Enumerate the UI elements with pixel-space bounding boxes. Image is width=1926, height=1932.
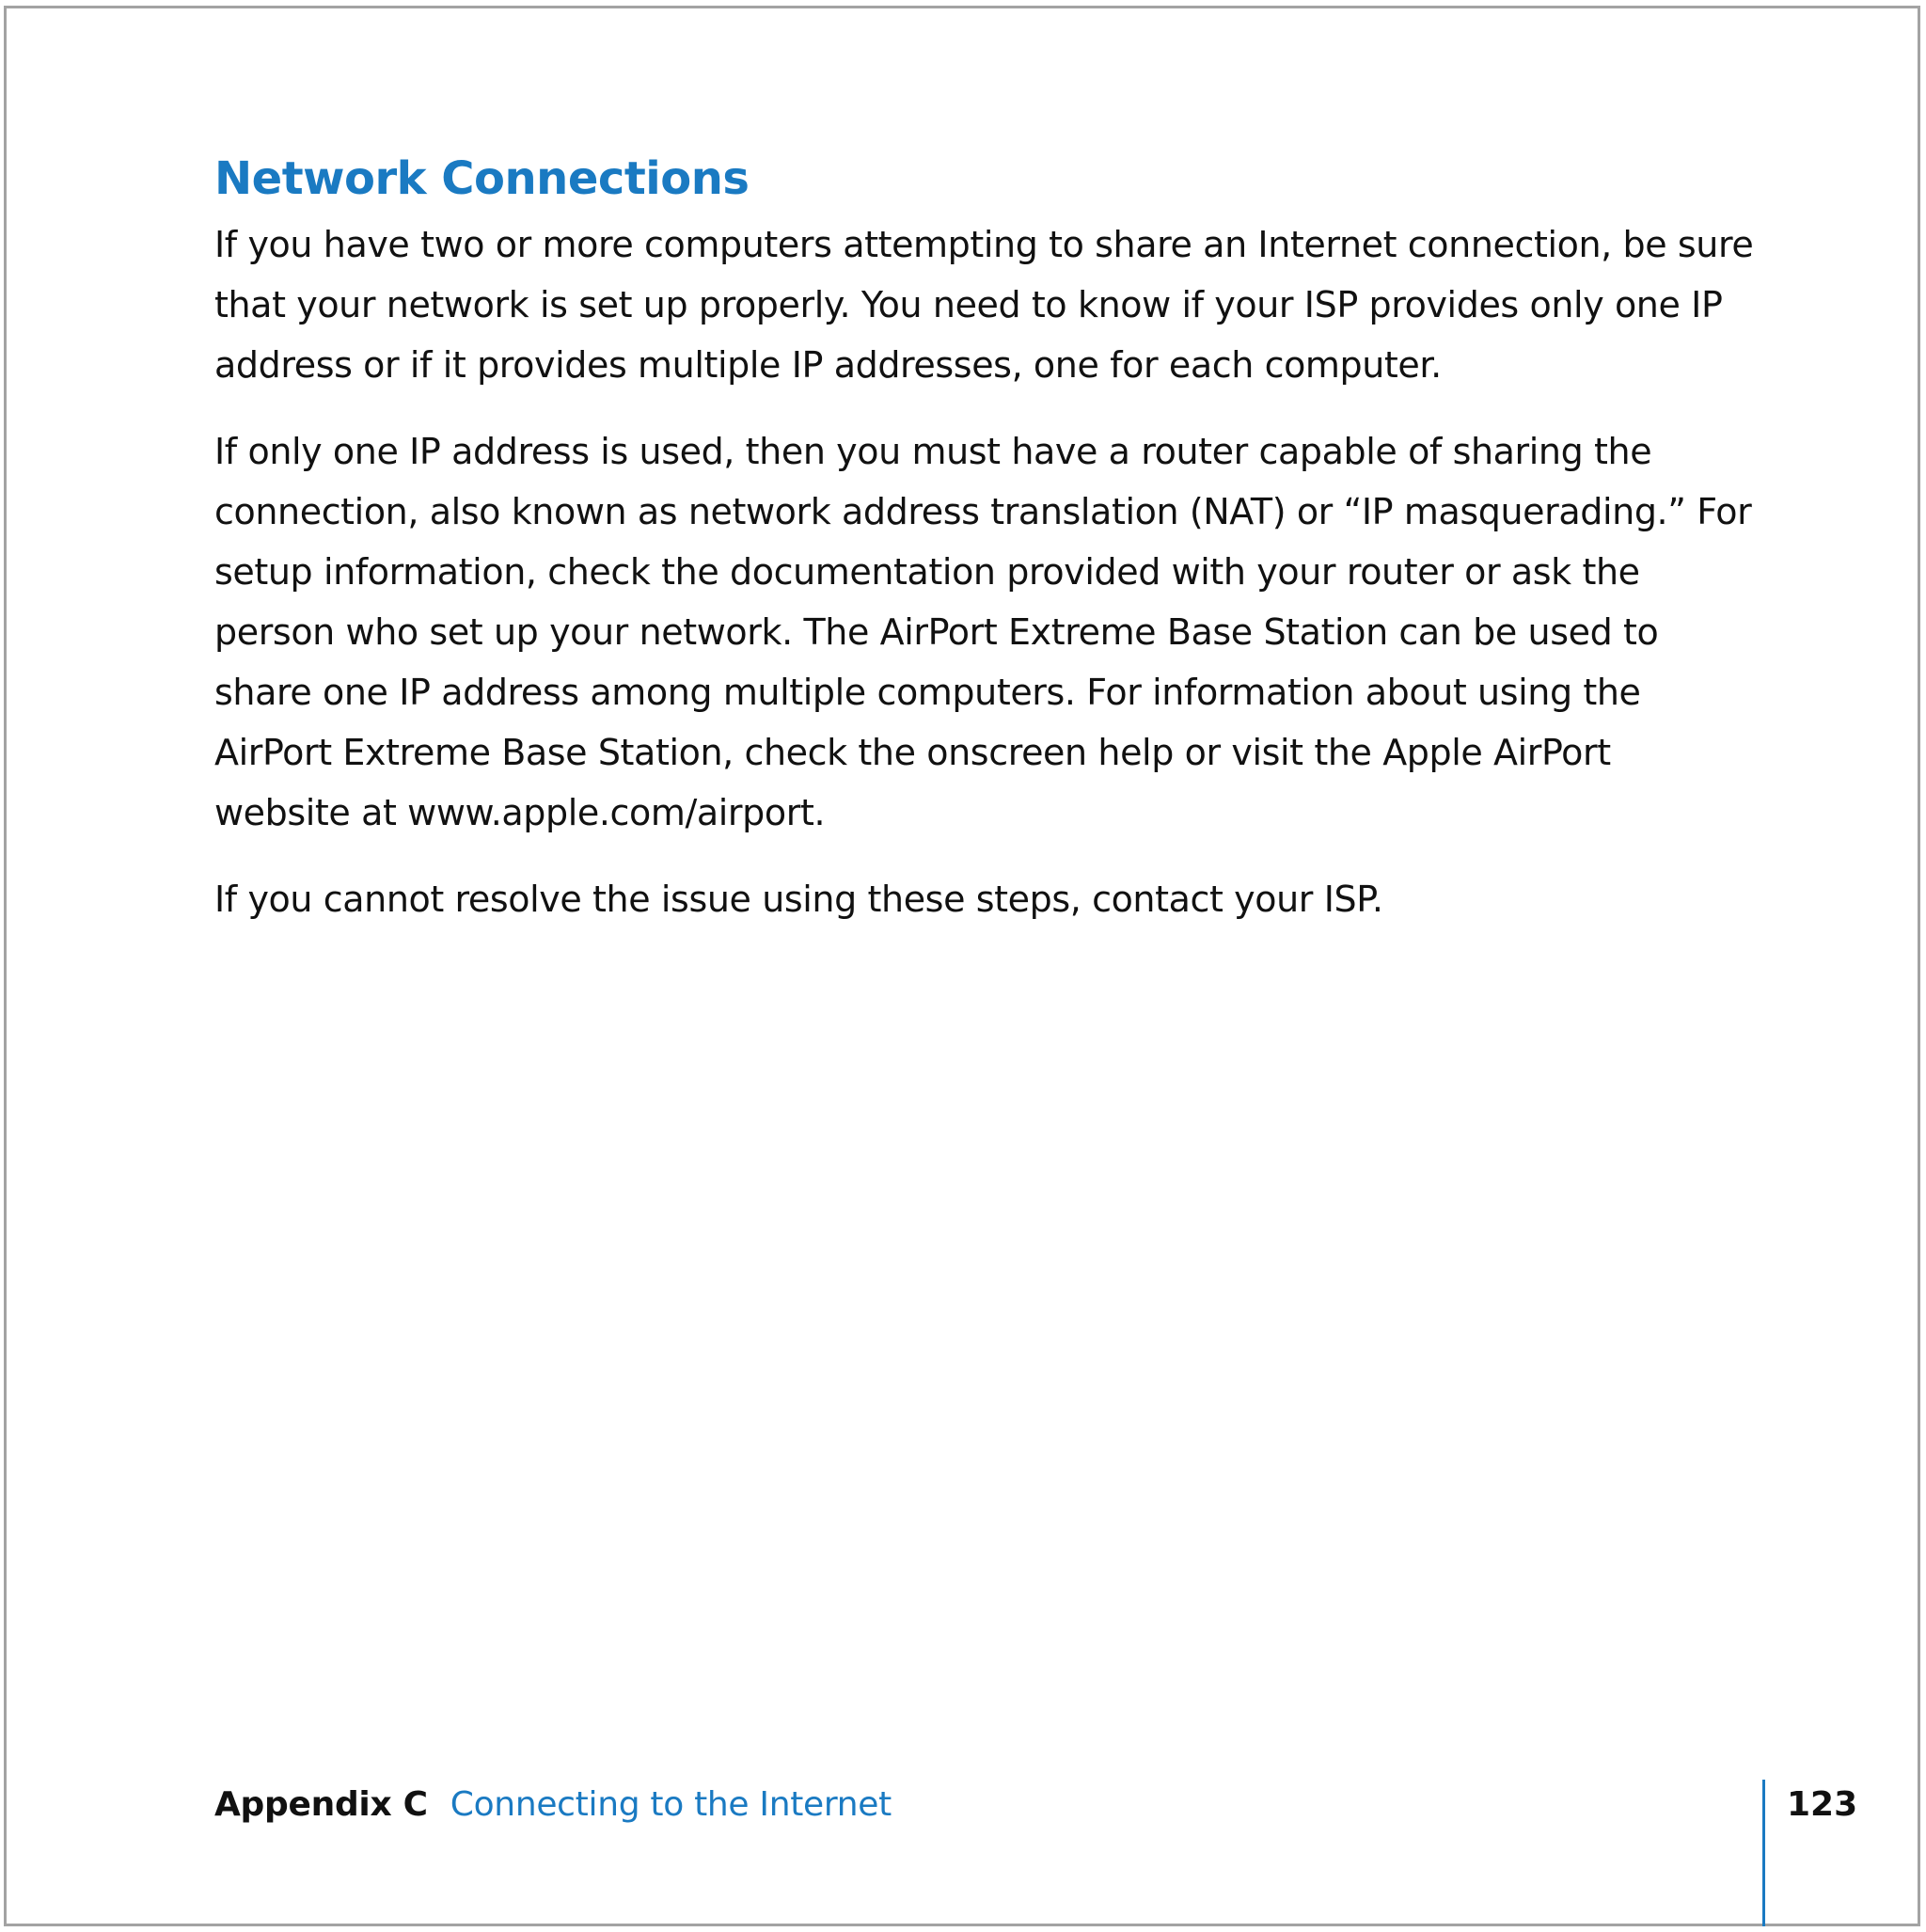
paragraph-router-nat: If only one IP address is used, then you must have a router capable of sharing the connection, also known as network address translation (NAT) or “IP masquerading.” For setup information, check the documentation provided with your router or ask the person who set up your network. The AirPort Extreme Base Station can be used to share one IP address among multiple computers. For information about using the AirPort Extreme Base Station, check the onscreen help or visit the Apple AirPort website at www.apple.com/airport. bbox=[214, 431, 1752, 833]
section-heading: Network Connections bbox=[214, 152, 750, 205]
page-content bbox=[214, 150, 1757, 956]
footer-appendix-label: Appendix C bbox=[214, 1785, 428, 1824]
paragraph-network-setup: If you have two or more computers attempting to share an Internet connection, be sure that your network is set up properly. You need to know if your ISP provides only one IP address or if it provides multiple IP addresses, one for each computer. bbox=[214, 224, 1754, 386]
footer-chapter-title: Connecting to the Internet bbox=[450, 1785, 892, 1824]
paragraph-contact-isp: If you cannot resolve the issue using these steps, contact your ISP. bbox=[214, 879, 1383, 920]
footer-divider bbox=[1762, 1780, 1765, 1926]
page-number: 123 bbox=[1787, 1785, 1858, 1824]
page-footer bbox=[214, 1782, 892, 1828]
